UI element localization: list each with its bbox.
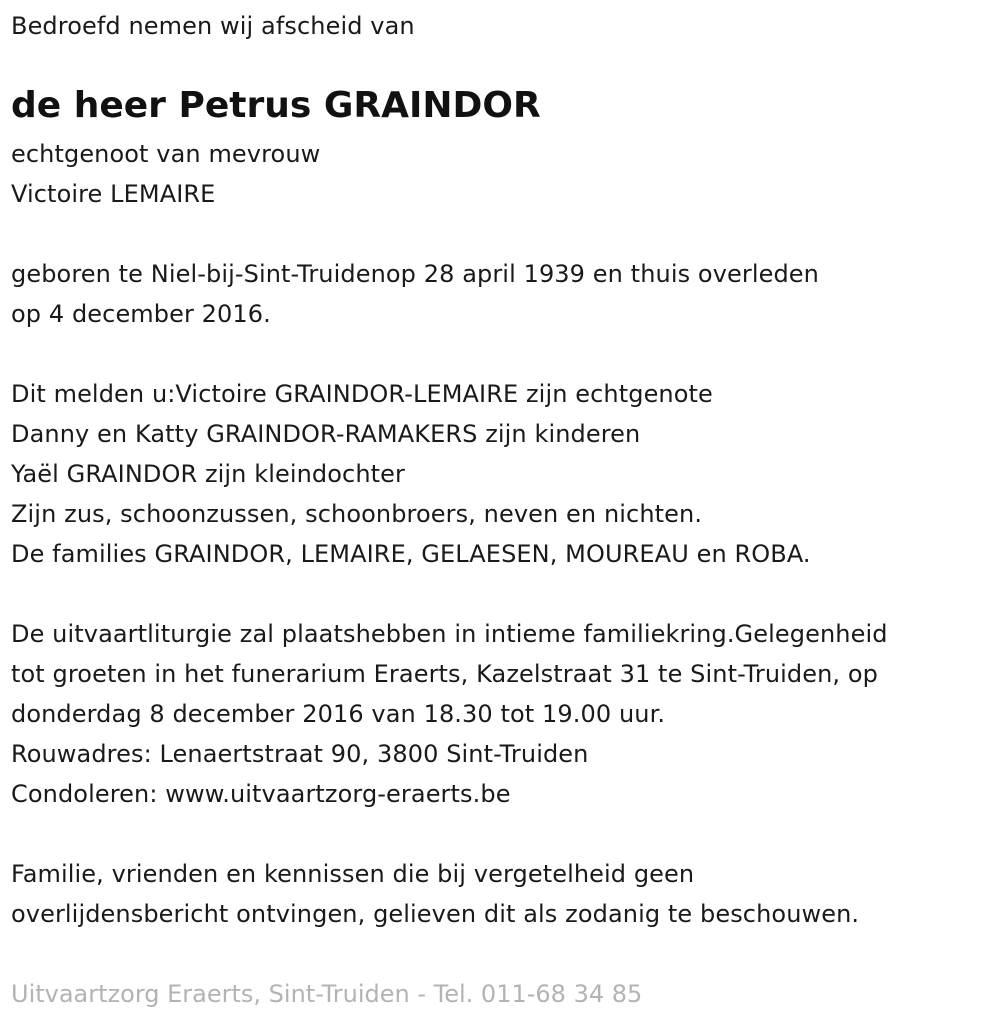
condolence-website: Condoleren: www.uitvaartzorg-eraerts.be [11, 780, 511, 808]
spouse-section [11, 134, 320, 214]
intro-text: Bedroefd nemen wij afscheid van [11, 12, 415, 40]
spouse-name: Victoire LEMAIRE [11, 180, 216, 208]
family-line: Zijn zus, schoonzussen, schoonbroers, neven en nichten. [11, 500, 703, 528]
notice-section [11, 854, 859, 934]
family-section [11, 374, 811, 574]
family-line: De families GRAINDOR, LEMAIRE, GELAESEN, MOUREAU en ROBA. [11, 540, 811, 568]
birth-line: geboren te Niel-bij-Sint-Truidenop 28 april 1939 en thuis overleden [11, 260, 819, 288]
notice-line: overlijdensbericht ontvingen, gelieven dit als zodanig te beschouwen. [11, 900, 860, 928]
birth-death-section [11, 254, 819, 334]
service-line: De uitvaartliturgie zal plaatshebben in intieme familiekring.Gelegenheid [11, 620, 888, 648]
family-line: Yaël GRAINDOR zijn kleindochter [11, 460, 406, 488]
family-line: Danny en Katty GRAINDOR-RAMAKERS zijn kinderen [11, 420, 641, 448]
death-date-line: op 4 december 2016. [11, 300, 271, 328]
family-line: Dit melden u:Victoire GRAINDOR-LEMAIRE zijn echtgenote [11, 380, 713, 408]
spouse-line: echtgenoot van mevrouw [11, 140, 321, 168]
service-line: tot groeten in het funerarium Eraerts, Kazelstraat 31 te Sint-Truiden, op [11, 660, 879, 688]
funeral-home-footer: Uitvaartzorg Eraerts, Sint-Truiden - Tel. 011-68 34 85 [11, 980, 643, 1008]
mourning-address: Rouwadres: Lenaertstraat 90, 3800 Sint-Truiden [11, 740, 589, 768]
service-section [11, 614, 888, 814]
notice-line: Familie, vrienden en kennissen die bij vergetelheid geen [11, 860, 695, 888]
service-line: donderdag 8 december 2016 van 18.30 tot 19.00 uur. [11, 700, 666, 728]
deceased-name: de heer Petrus GRAINDOR [11, 85, 541, 126]
